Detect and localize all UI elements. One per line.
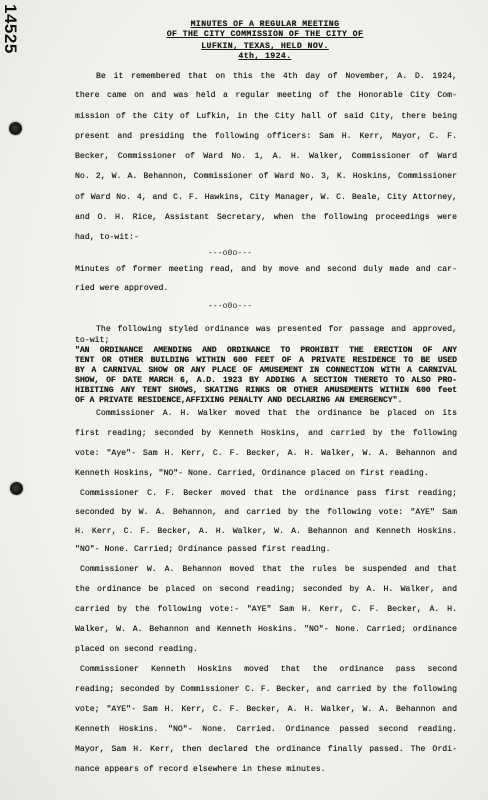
header-line: MINUTES OF A REGULAR MEETING	[190, 20, 340, 29]
ordinance-title-line: HIBITING ANY TENT SHOWS, SKATING RINKS OR OTHER AMUSEMENTS WITHIN 600 feet	[75, 386, 457, 395]
motion-line: Kenneth Hoskins. "NO"- None. Carried. Ordinance passed second reading.	[75, 725, 457, 734]
motion-line: Mayor, Sam H. Kerr, then declared the ordinance finally passed. The Ordi-	[75, 745, 457, 754]
punch-hole	[9, 122, 22, 135]
intro-line: Be it remembered that on this the 4th day of November, A. D. 1924,	[96, 72, 457, 81]
motion-line: Kenneth Hoskins, "NO"- None. Carried, Ordinance placed on first reading.	[75, 469, 429, 478]
header-date: 4th, 1924.	[238, 52, 292, 61]
motion-line: Commissioner Kenneth Hoskins moved that the ordinance pass second	[80, 665, 457, 674]
motion-line: carried by the following vote:- "AYE" Sam H. Kerr, C. F. Becker, A. H.	[75, 605, 457, 614]
intro-line: there came on and was held a regular meeting of the Honorable City Com-	[75, 91, 457, 100]
ordinance-title-line: SHOW, OF DATE MARCH 6, A.D. 1923 BY ADDING A SECTION THERETO TO ALSO PRO-	[75, 376, 457, 385]
ordinance-intro-line: to-wit;	[75, 336, 110, 345]
ordinance-intro-line: The following styled ordinance was presented for passage and approved,	[96, 325, 457, 334]
header-line: OF THE CITY COMMISSION OF THE CITY OF	[166, 30, 364, 39]
motion-line: reading; seconded by Commissioner C. F. Becker, and carried by the following	[75, 685, 457, 694]
intro-line: No. 2, W. A. Behannon, Commissioner of Ward No. 3, K. Hoskins, Commissioner	[75, 172, 457, 181]
motion-line: the ordinance be placed on second reading; seconded by A. H. Walker, and	[75, 585, 457, 594]
section-separator: ---o0o---	[207, 249, 253, 258]
motion-line: nance appears of record elsewhere in these minutes.	[75, 765, 326, 774]
ordinance-title-line: BY A CARNIVAL SHOW OR ANY PLACE OF AMUSEMENT IN CONNECTION WITH A CARNIVAL	[75, 366, 457, 375]
intro-line: had, to-wit:-	[75, 233, 139, 242]
motion-line: seconded by W. A. Behannon, and carried by the following vote: "AYE" Sam	[75, 508, 457, 517]
header-line: LUFKIN, TEXAS, HELD NOV.	[201, 42, 329, 51]
motion-line: first reading; seconded by Kenneth Hoskins, and carried by the following	[75, 429, 457, 438]
motion-line: vote; "AYE"- Sam H. Kerr, C. F. Becker, A. H. Walker, W. A. Behannon and	[75, 705, 457, 714]
motion-line: vote: "Aye"- Sam H. Kerr, C. F. Becker, A. H. Walker, W. A. Behannon and	[75, 449, 457, 458]
ordinance-title-line: TENT OR OTHER BUILDING WITHIN 600 FEET OF A PRIVATE RESIDENCE TO BE USED	[75, 356, 457, 365]
punch-hole	[10, 482, 23, 495]
motion-line: Commissioner W. A. Behannon moved that the rules be suspended and that	[80, 565, 457, 574]
minutes-approval-line: Minutes of former meeting read, and by move and second duly made and car-	[75, 265, 457, 274]
motion-line: "NO"- None. Carried; Ordinance passed first reading.	[75, 545, 331, 554]
motion-line: H. Kerr, C. F. Becker, A. H. Walker, W. A. Behannon and Kenneth Hoskins.	[75, 527, 457, 536]
margin-stamp-number: 14525	[1, 4, 20, 54]
section-separator: ---o0o---	[207, 302, 253, 311]
intro-line: of Ward No. 4, and C. F. Hawkins, City Manager, W. C. Beale, City Attorney,	[75, 193, 457, 202]
intro-line: present and presiding the following officers: Sam H. Kerr, Mayor, C. F.	[75, 132, 457, 141]
intro-line: Becker, Commissioner of Ward No. 1, A. H. Walker, Commissioner of Ward	[75, 152, 457, 161]
ordinance-title-line: OF A PRIVATE RESIDENCE,AFFIXING PENALTY AND DECLARING AN EMERGENCY".	[75, 396, 403, 405]
minutes-approval-line: ried were approved.	[75, 284, 169, 293]
ordinance-title-line: "AN ORDINANCE AMENDING AND ORDINANCE TO PROHIBIT THE ERECTION OF ANY	[75, 346, 457, 355]
intro-line: and O. H. Rice, Assistant Secretary, when the following proceedings were	[75, 213, 457, 222]
motion-line: Commissioner A. H. Walker moved that the ordinance be placed on its	[96, 409, 457, 418]
intro-line: mission of the City of Lufkin, in the City hall of said City, there being	[75, 112, 457, 121]
motion-line: Commissioner C. F. Becker moved that the ordinance pass first reading;	[80, 489, 457, 498]
motion-line: placed on second reading.	[75, 645, 198, 654]
motion-line: Walker, W. A. Behannon and Kenneth Hoskins. "NO"- None. Carried; ordinance	[75, 625, 457, 634]
